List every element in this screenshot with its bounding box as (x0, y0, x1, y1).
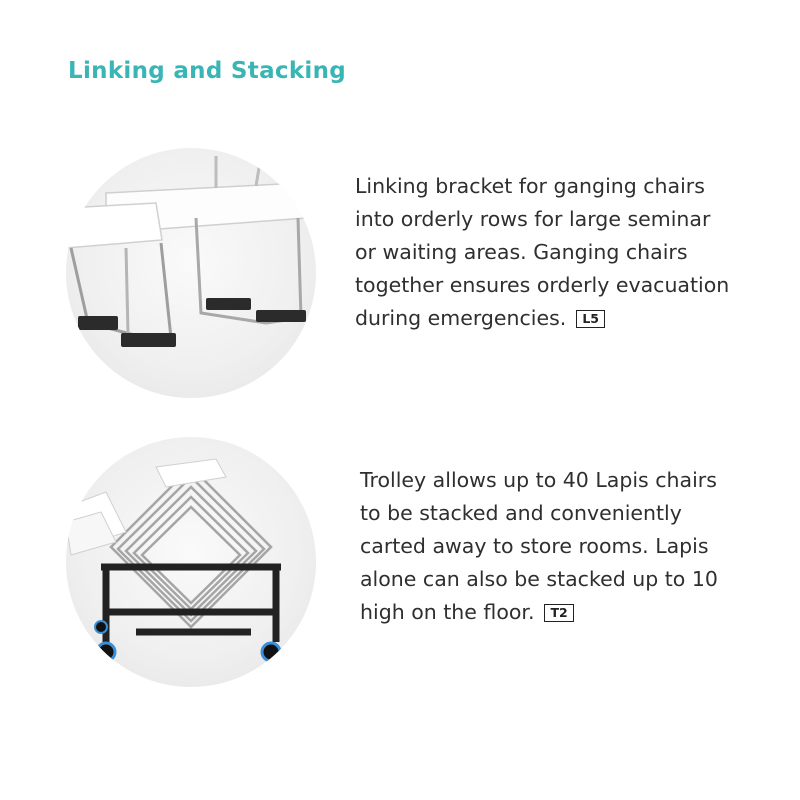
description-line: or waiting areas. Ganging chairs (355, 240, 688, 264)
stacking-description (360, 464, 780, 629)
description-line: together ensures orderly evacuation (355, 273, 730, 297)
description-line: Linking bracket for ganging chairs (355, 174, 705, 198)
product-code-badge: T2 (544, 604, 573, 622)
stacking-trolley-photo-icon (66, 437, 316, 687)
description-line: to be stacked and conveniently (360, 501, 682, 525)
product-code-badge: L5 (576, 310, 605, 328)
description-line: alone can also be stacked up to 10 (360, 567, 718, 591)
linking-description (355, 170, 775, 335)
description-line-last: during emergencies. L5 (355, 302, 775, 335)
description-line: carted away to store rooms. Lapis (360, 534, 709, 558)
description-line-last: high on the floor. T2 (360, 596, 780, 629)
section-title: Linking and Stacking (68, 58, 347, 84)
description-line: into orderly rows for large seminar (355, 207, 711, 231)
linking-bracket-photo-icon (66, 148, 316, 398)
description-line: Trolley allows up to 40 Lapis chairs (360, 468, 717, 492)
